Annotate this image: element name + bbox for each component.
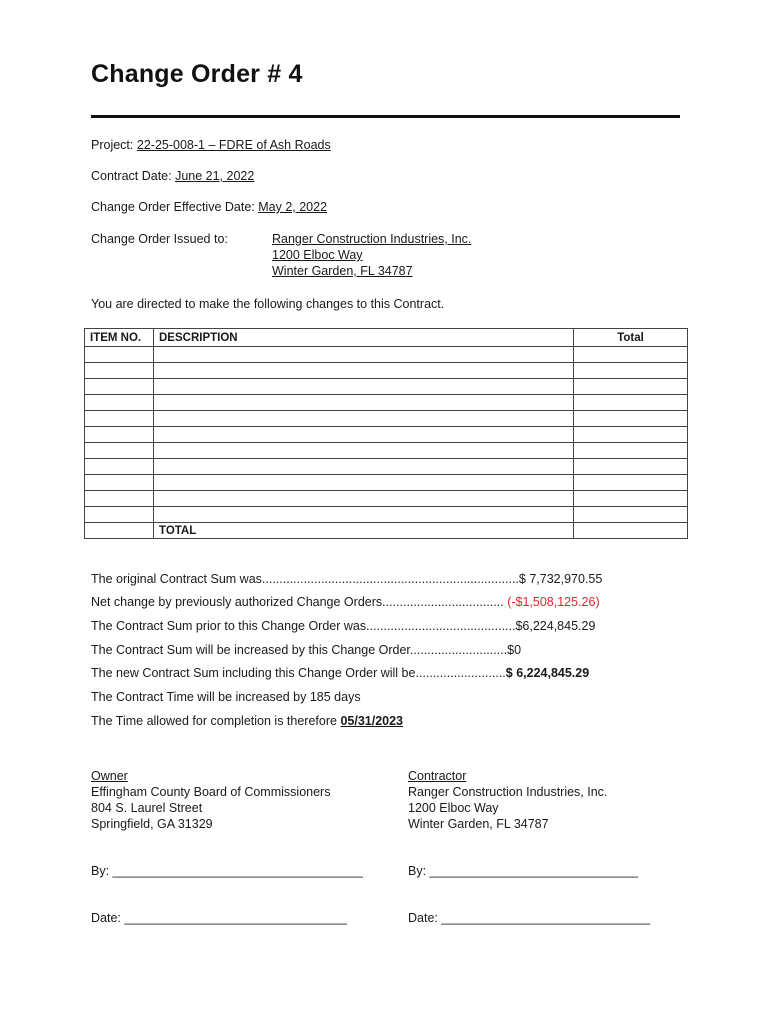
- increase-line: [91, 642, 521, 658]
- project-value: 22-25-008-1 – FDRE of Ash Roads: [136, 138, 331, 152]
- effective-date-label: Change Order Effective Date:: [91, 200, 255, 214]
- total-row: [85, 523, 688, 539]
- table-row: [85, 459, 688, 475]
- description-cell: [154, 507, 574, 523]
- description-cell: [154, 363, 574, 379]
- owner-date-signature: Date: ________________________________: [91, 911, 347, 925]
- issued-to-line-3: Winter Garden, FL 34787: [272, 264, 413, 278]
- item-no-cell: [85, 443, 154, 459]
- total-cell: [574, 363, 688, 379]
- description-cell: [154, 379, 574, 395]
- completion-text: The Time allowed for completion is therefore: [91, 714, 337, 728]
- item-no-cell: [85, 411, 154, 427]
- total-value-cell: [574, 523, 688, 539]
- contractor-date-signature: Date: ______________________________: [408, 911, 650, 925]
- project-line: [91, 137, 331, 153]
- original-sum-text: The original Contract Sum was: [91, 572, 262, 586]
- item-no-cell: [85, 427, 154, 443]
- change-items-table: [84, 328, 688, 539]
- total-cell: [574, 427, 688, 443]
- table-row: [85, 411, 688, 427]
- contractor-line-2: 1200 Elboc Way: [408, 801, 499, 815]
- description-cell: [154, 491, 574, 507]
- item-no-cell: [85, 363, 154, 379]
- contract-date-line: [91, 168, 254, 184]
- total-cell: [574, 443, 688, 459]
- time-increase-line: The Contract Time will be increased by 185 days: [91, 690, 361, 704]
- description-cell: [154, 347, 574, 363]
- net-change-value: (-$1,508,125.26): [507, 595, 600, 609]
- total-cell: [574, 459, 688, 475]
- effective-date-line: [91, 199, 327, 215]
- total-cell: [574, 507, 688, 523]
- table-row: [85, 363, 688, 379]
- item-no-header: ITEM NO.: [85, 329, 154, 347]
- net-change-text: Net change by previously authorized Change Orders: [91, 595, 383, 609]
- table-body: [85, 347, 688, 523]
- completion-line: [91, 713, 403, 729]
- contractor-line-1: Ranger Construction Industries, Inc.: [408, 785, 608, 799]
- owner-line-2: 804 S. Laurel Street: [91, 801, 203, 815]
- completion-date: 05/31/2023: [340, 714, 403, 728]
- total-cell: [574, 475, 688, 491]
- prior-sum-line: [91, 618, 595, 634]
- total-cell: [574, 411, 688, 427]
- table-row: [85, 427, 688, 443]
- increase-value: $0: [507, 643, 522, 657]
- total-cell: [574, 395, 688, 411]
- net-change-dots: ...................................: [382, 595, 504, 609]
- project-label: Project:: [91, 138, 134, 152]
- contractor-heading: Contractor: [408, 769, 467, 783]
- owner-line-3: Springfield, GA 31329: [91, 817, 213, 831]
- description-cell: [154, 459, 574, 475]
- item-no-cell: [85, 475, 154, 491]
- contract-date-label: Contract Date:: [91, 169, 172, 183]
- owner-line-1: Effingham County Board of Commissioners: [91, 785, 331, 799]
- table-header-row: [85, 329, 688, 347]
- total-header: Total: [574, 329, 688, 347]
- table-row: [85, 347, 688, 363]
- table-row: [85, 475, 688, 491]
- new-sum-dots: ..........................: [415, 666, 506, 680]
- total-cell: [574, 379, 688, 395]
- contractor-line-3: Winter Garden, FL 34787: [408, 817, 549, 831]
- table-row: [85, 395, 688, 411]
- contractor-by-signature: By: ______________________________: [408, 864, 639, 878]
- prior-sum-dots: ...........................................: [366, 619, 516, 633]
- prior-sum-value: $6,224,845.29: [515, 619, 596, 633]
- total-cell: [574, 491, 688, 507]
- table-row: [85, 379, 688, 395]
- table-row: [85, 491, 688, 507]
- item-no-cell: [85, 379, 154, 395]
- owner-heading: Owner: [91, 769, 128, 783]
- description-cell: [154, 443, 574, 459]
- total-cell: [574, 347, 688, 363]
- item-no-cell: [85, 507, 154, 523]
- new-sum-value: $ 6,224,845.29: [505, 666, 590, 680]
- issued-to-line-1: Ranger Construction Industries, Inc.: [272, 232, 472, 246]
- prior-sum-text: The Contract Sum prior to this Change Order was: [91, 619, 367, 633]
- increase-text: The Contract Sum will be increased by this Change Order: [91, 643, 410, 657]
- description-cell: [154, 411, 574, 427]
- item-no-cell: [85, 459, 154, 475]
- increase-dots: ............................: [409, 643, 508, 657]
- net-change-line: [91, 594, 600, 610]
- description-cell: [154, 427, 574, 443]
- table-row: [85, 443, 688, 459]
- description-header: DESCRIPTION: [154, 329, 574, 347]
- total-label: TOTAL: [154, 523, 574, 539]
- original-sum-value: $ 7,732,970.55: [518, 572, 603, 586]
- total-row-blank: [85, 523, 154, 539]
- table-row: [85, 507, 688, 523]
- owner-by-signature: By: ____________________________________: [91, 864, 363, 878]
- description-cell: [154, 475, 574, 491]
- page-title: Change Order # 4: [91, 60, 303, 88]
- item-no-cell: [85, 395, 154, 411]
- issued-to-line-2: 1200 Elboc Way: [272, 248, 363, 262]
- contract-date-value: June 21, 2022: [175, 169, 255, 183]
- issued-to-label: Change Order Issued to:: [91, 232, 228, 246]
- effective-date-value: May 2, 2022: [258, 200, 328, 214]
- directive-text: You are directed to make the following changes to this Contract.: [91, 297, 445, 311]
- title-divider: [91, 115, 680, 118]
- original-sum-line: [91, 571, 602, 587]
- item-no-cell: [85, 491, 154, 507]
- description-cell: [154, 395, 574, 411]
- original-sum-dots: ..........................................................................: [261, 572, 519, 586]
- item-no-cell: [85, 347, 154, 363]
- new-sum-text: The new Contract Sum including this Change Order will be: [91, 666, 416, 680]
- new-sum-line: [91, 665, 589, 681]
